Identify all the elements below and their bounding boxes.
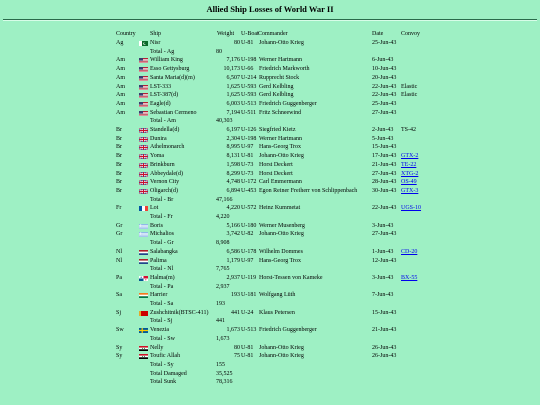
commander-name: Wilhelm Dommes xyxy=(259,248,303,255)
country-code: Am xyxy=(116,109,125,116)
flag-sw-icon xyxy=(139,328,148,333)
ship-tonnage: 4,220 xyxy=(226,205,240,212)
convoy-name: TS-42 xyxy=(401,127,416,133)
commander-name: Klaus Petersen xyxy=(259,309,295,316)
commander-name: Horst Deckert xyxy=(259,170,293,177)
loss-date: 25-Jun-43 xyxy=(372,40,397,46)
header-weight: Weight xyxy=(217,31,235,37)
ship-tonnage: 6,894 xyxy=(226,187,240,194)
commander-name: Werner Hartmann xyxy=(259,135,302,142)
commander-name: Johann-Otto Krieg xyxy=(259,40,304,46)
ship-tonnage: 1,673 xyxy=(226,327,240,334)
country-code: Br xyxy=(116,170,122,177)
commander-name: Carl Emmermann xyxy=(259,179,302,186)
country-code: Nl xyxy=(116,248,122,255)
flag-uk-icon xyxy=(139,137,148,142)
total-value: 78,316 xyxy=(216,379,233,386)
table-row xyxy=(0,100,540,109)
loss-date: 27-Jun-43 xyxy=(372,170,397,177)
convoy-link[interactable]: GTX-3 xyxy=(401,187,419,194)
flag-uk-icon xyxy=(139,180,148,185)
total-label: Total Damaged xyxy=(150,370,187,377)
table-row xyxy=(0,187,540,196)
flag-us-icon xyxy=(139,93,148,98)
commander-name: Gerd Kelbling xyxy=(259,92,294,99)
ship-tonnage: 8,995 xyxy=(226,144,240,151)
flag-us-icon xyxy=(139,76,148,81)
table-row xyxy=(0,65,540,74)
table-row xyxy=(0,83,540,92)
loss-date: 2-Jun-43 xyxy=(372,127,394,133)
country-code: Ag xyxy=(116,40,124,46)
country-code: Sy xyxy=(116,344,123,351)
flag-gr-icon xyxy=(139,232,148,237)
ship-name: Halma(m) xyxy=(150,274,175,281)
uboat-id: U-178 xyxy=(241,248,257,255)
country-code: Sw xyxy=(116,327,124,334)
commander-name: Werner Musenberg xyxy=(259,222,305,229)
loss-date: 22-Jun-43 xyxy=(372,83,397,90)
loss-date: 27-Jun-43 xyxy=(372,109,397,116)
ship-tonnage: 75 xyxy=(234,353,240,360)
uboat-id: U-81 xyxy=(241,353,254,360)
total-label: Total - Am xyxy=(150,118,176,125)
ship-tonnage: 6,003 xyxy=(226,100,240,107)
commander-name: Horst Deckert xyxy=(259,161,293,168)
commander-name: Friedrich Guggenberger xyxy=(259,327,317,334)
total-row xyxy=(0,196,540,205)
table-row xyxy=(0,161,540,170)
total-label: Total - Sw xyxy=(150,335,175,342)
loss-date: 6-Jun-43 xyxy=(372,57,394,64)
loss-date: 30-Jun-43 xyxy=(372,187,397,194)
country-code: Br xyxy=(116,127,122,133)
ship-name: Dunira xyxy=(150,135,167,142)
total-value: 193 xyxy=(216,301,225,307)
country-code: Sa xyxy=(116,292,122,299)
convoy-link[interactable]: GTX-2 xyxy=(401,153,419,160)
ship-name: William King xyxy=(150,57,183,64)
convoy-link[interactable]: XTG-2 xyxy=(401,170,419,177)
commander-name: Rupprecht Stock xyxy=(259,74,300,81)
flag-uk-icon xyxy=(139,189,148,194)
flag-us-icon xyxy=(139,102,148,107)
commander-name: Johann-Otto Krieg xyxy=(259,153,304,160)
total-row xyxy=(0,48,540,57)
loss-date: 22-Jun-43 xyxy=(372,92,397,99)
total-row xyxy=(0,213,540,222)
uboat-id: U-81 xyxy=(241,40,254,46)
country-code: Am xyxy=(116,74,125,81)
commander-name: Friedrich Markworth xyxy=(259,66,310,73)
country-code: Br xyxy=(116,144,122,151)
ship-tonnage: 5,166 xyxy=(226,222,240,229)
table-row xyxy=(0,274,540,283)
convoy-link[interactable]: OS-49 xyxy=(401,179,417,186)
table-row xyxy=(0,126,540,135)
uboat-id: U-511 xyxy=(241,109,257,116)
total-row xyxy=(0,370,540,379)
flag-us-icon xyxy=(139,58,148,63)
total-value: 4,220 xyxy=(216,214,230,220)
ship-tonnage: 80 xyxy=(234,40,240,46)
total-row xyxy=(0,300,540,309)
uboat-id: U-513 xyxy=(241,327,257,334)
ship-name: Santa Maria(d)(m) xyxy=(150,74,195,81)
loss-date: 21-Jun-43 xyxy=(372,161,397,168)
uboat-id: U-453 xyxy=(241,187,257,194)
country-code: Am xyxy=(116,57,125,64)
ship-name: Nelly xyxy=(150,344,164,351)
table-row xyxy=(0,178,540,187)
ship-tonnage: 4,748 xyxy=(226,179,240,186)
commander-name: Johann-Otto Krieg xyxy=(259,344,304,351)
ship-name: Oligarch(d) xyxy=(150,187,178,194)
total-label: Total - Sy xyxy=(150,361,174,368)
total-label: Total - Br xyxy=(150,196,174,203)
uboat-id: U-97 xyxy=(241,257,254,264)
flag-uk-icon xyxy=(139,163,148,168)
commander-name: Siegfried Kietz xyxy=(259,127,296,133)
ship-tonnage: 7,176 xyxy=(226,57,240,64)
table-row xyxy=(0,74,540,83)
flag-pa-icon xyxy=(139,276,148,281)
ship-tonnage: 6,586 xyxy=(226,248,240,255)
uboat-id: U-172 xyxy=(241,179,257,186)
commander-name: Johann-Otto Krieg xyxy=(259,231,304,238)
ship-name: Yoma xyxy=(150,153,165,160)
country-code: Pa xyxy=(116,274,122,281)
flag-us-icon xyxy=(139,111,148,116)
commander-name: Heinz Kummetat xyxy=(259,205,301,212)
convoy-link[interactable]: CD-20 xyxy=(401,248,418,255)
flag-uk-icon xyxy=(139,154,148,159)
flag-us-icon xyxy=(139,67,148,72)
table-row xyxy=(0,352,540,361)
total-label: Total - Pa xyxy=(150,283,174,290)
flag-nl-icon xyxy=(139,259,148,264)
ship-tonnage: 193 xyxy=(231,292,240,299)
commander-name: Hans-Georg Trox xyxy=(259,144,302,151)
ship-name: Venezia xyxy=(150,327,169,334)
loss-date: 1-Jun-43 xyxy=(372,248,394,255)
table-row xyxy=(0,230,540,239)
loss-date: 27-Jun-43 xyxy=(372,231,397,238)
ship-tonnage: 2,937 xyxy=(226,274,240,281)
country-code: Am xyxy=(116,100,125,107)
loss-date: 5-Jun-43 xyxy=(372,135,394,142)
ship-name: LST-333 xyxy=(150,83,172,90)
table-row xyxy=(0,143,540,152)
country-code: Am xyxy=(116,83,125,90)
table-row xyxy=(0,204,540,213)
flag-uk-icon xyxy=(139,172,148,177)
ship-name: Eagle(d) xyxy=(150,100,171,107)
ship-name: Standella(d) xyxy=(150,127,180,133)
ship-name: LST-387(d) xyxy=(150,92,179,99)
total-value: 47,166 xyxy=(216,196,233,203)
table-row xyxy=(0,109,540,118)
loss-date: 25-Jun-43 xyxy=(372,100,397,107)
ship-tonnage: 6,197 xyxy=(226,127,240,133)
table-row xyxy=(0,170,540,179)
flag-sy-icon xyxy=(139,346,148,351)
header-commander: Commander xyxy=(258,31,288,37)
table-row xyxy=(0,309,540,318)
uboat-id: U-513 xyxy=(241,100,257,107)
country-code: Gr xyxy=(116,222,123,229)
total-label: Total - Sj xyxy=(150,318,173,325)
commander-name: Wolfgang Lüth xyxy=(259,292,296,299)
total-value: 40,303 xyxy=(216,118,233,125)
country-code: Sy xyxy=(116,353,123,360)
uboat-id: U-126 xyxy=(241,127,257,133)
ship-name: Zushchitnik(BTSC-411) xyxy=(150,309,209,316)
table-row xyxy=(0,91,540,100)
uboat-id: U-73 xyxy=(241,161,254,168)
ship-tonnage: 3,742 xyxy=(226,231,240,238)
flag-uk-icon xyxy=(139,128,148,133)
ship-name: Toufic Allah xyxy=(150,353,181,360)
header-uboat: U-Boat xyxy=(241,31,259,37)
uboat-id: U-593 xyxy=(241,92,257,99)
convoy-name: Elastic xyxy=(401,83,418,90)
loss-date: 28-Jun-43 xyxy=(372,179,397,186)
table-row xyxy=(0,222,540,231)
flag-sa-icon xyxy=(139,293,148,298)
ship-name: Athelmonarch xyxy=(150,144,185,151)
page-title: Allied Ship Losses of World War II xyxy=(206,4,334,14)
country-code: Am xyxy=(116,66,125,73)
ship-tonnage: 1,625 xyxy=(226,83,240,90)
ship-tonnage: 6,507 xyxy=(226,74,240,81)
uboat-id: U-73 xyxy=(241,170,254,177)
total-label: Total - Gr xyxy=(150,240,174,247)
ship-tonnage: 441 xyxy=(231,309,240,316)
loss-date: 20-Jun-43 xyxy=(372,74,397,81)
total-label: Total - Ag xyxy=(150,48,175,55)
total-row xyxy=(0,335,540,344)
uboat-id: U-593 xyxy=(241,83,257,90)
flag-uk-icon xyxy=(139,145,148,150)
table-row xyxy=(0,135,540,144)
loss-date: 3-Jun-43 xyxy=(372,222,394,229)
ship-tonnage: 7,194 xyxy=(226,109,240,116)
title-divider xyxy=(3,19,537,21)
total-row xyxy=(0,283,540,292)
uboat-id: U-214 xyxy=(241,74,257,81)
ship-tonnage: 1,179 xyxy=(226,257,240,264)
country-code: Nl xyxy=(116,257,122,264)
total-row xyxy=(0,317,540,326)
ship-tonnage: 8,131 xyxy=(226,153,240,160)
uboat-id: U-81 xyxy=(241,344,254,351)
flag-fr-icon xyxy=(139,206,148,211)
uboat-id: U-198 xyxy=(241,135,257,142)
uboat-id: U-66 xyxy=(241,66,254,73)
loss-date: 7-Jun-43 xyxy=(372,292,394,299)
total-value: 2,937 xyxy=(216,283,230,290)
uboat-id: U-180 xyxy=(241,222,257,229)
header-date: Date xyxy=(372,31,384,37)
total-label: Total - Nl xyxy=(150,266,174,273)
ship-name: Sebastian Cermeno xyxy=(150,109,197,116)
flag-sj-icon xyxy=(139,311,148,316)
commander-name: Horst-Tessen von Kameke xyxy=(259,274,323,281)
country-code: Sj xyxy=(116,309,122,316)
header-ship: Ship xyxy=(150,31,162,37)
table-row xyxy=(0,56,540,65)
total-row xyxy=(0,265,540,274)
country-code: Am xyxy=(116,92,125,99)
total-value: 155 xyxy=(216,361,225,368)
convoy-link[interactable]: BX-55 xyxy=(401,274,418,281)
total-value: 80 xyxy=(216,48,222,55)
uboat-id: U-97 xyxy=(241,144,254,151)
table-header xyxy=(0,30,540,39)
total-row xyxy=(0,117,540,126)
ship-tonnage: 1,598 xyxy=(226,161,240,168)
commander-name: Johann-Otto Krieg xyxy=(259,353,304,360)
country-code: Br xyxy=(116,187,122,194)
ship-name: Abbeydale(d) xyxy=(150,170,183,177)
commander-name: Hans-Georg Trox xyxy=(259,257,302,264)
uboat-id: U-82 xyxy=(241,231,254,238)
loss-date: 26-Jun-43 xyxy=(372,344,397,351)
uboat-id: U-119 xyxy=(241,274,257,281)
country-code: Fr xyxy=(116,205,122,212)
total-label: Total Sunk xyxy=(150,379,177,386)
uboat-id: U-181 xyxy=(241,292,257,299)
flag-sy-icon xyxy=(139,354,148,359)
flag-nl-icon xyxy=(139,250,148,255)
loss-date: 15-Jun-43 xyxy=(372,309,397,316)
ship-name: Vernon City xyxy=(150,179,180,186)
commander-name: Werner Hartmann xyxy=(259,57,302,64)
loss-date: 10-Jun-43 xyxy=(372,66,397,73)
convoy-link[interactable]: TE-22 xyxy=(401,161,417,168)
header-convoy: Convoy xyxy=(401,31,421,37)
table-row xyxy=(0,344,540,353)
total-value: 35,525 xyxy=(216,370,233,377)
ship-name: Esso Gettysburg xyxy=(150,66,190,73)
total-value: 441 xyxy=(216,318,225,325)
flag-gr-icon xyxy=(139,224,148,229)
uboat-id: U-81 xyxy=(241,153,254,160)
table-row xyxy=(0,326,540,335)
ship-name: Lot xyxy=(150,205,159,212)
ship-tonnage: 80 xyxy=(234,344,240,351)
ship-name: Michalios xyxy=(150,231,174,238)
country-code: Br xyxy=(116,161,122,168)
ship-tonnage: 10,173 xyxy=(223,66,240,73)
convoy-name: Elastic xyxy=(401,92,418,99)
commander-name: Gerd Kelbling xyxy=(259,83,294,90)
country-code: Br xyxy=(116,135,122,142)
table-row xyxy=(0,248,540,257)
uboat-id: U-24 xyxy=(241,309,254,316)
commander-name: Egon Reiner Freiherr von Schlippenbach xyxy=(259,187,358,194)
convoy-link[interactable]: UGS-10 xyxy=(401,205,422,212)
total-label: Total - Fr xyxy=(150,214,173,220)
uboat-id: U-572 xyxy=(241,205,257,212)
commander-name: Friedrich Guggenberger xyxy=(259,100,317,107)
ship-tonnage: 2,304 xyxy=(226,135,240,142)
ship-name: Boris xyxy=(150,222,164,229)
country-code: Br xyxy=(116,179,122,186)
uboat-id: U-198 xyxy=(241,57,257,64)
ship-tonnage: 8,299 xyxy=(226,170,240,177)
table-row xyxy=(0,257,540,266)
commander-name: Fritz Schneewind xyxy=(259,109,302,116)
table-row xyxy=(0,291,540,300)
loss-date: 15-Jun-43 xyxy=(372,144,397,151)
ship-name: Harrier xyxy=(150,292,168,299)
header-country: Country xyxy=(116,31,136,37)
total-row xyxy=(0,239,540,248)
table-row xyxy=(0,39,540,48)
loss-date: 3-Jun-43 xyxy=(372,274,394,281)
flag-ag-icon xyxy=(139,41,148,46)
ship-name: Palima xyxy=(150,257,167,264)
total-value: 7,765 xyxy=(216,266,230,273)
loss-date: 21-Jun-43 xyxy=(372,327,397,334)
ship-name: Nisr xyxy=(150,40,161,46)
ship-name: Brinkburn xyxy=(150,161,175,168)
loss-date: 17-Jun-43 xyxy=(372,153,397,160)
ship-tonnage: 1,625 xyxy=(226,92,240,99)
table-row xyxy=(0,152,540,161)
total-row xyxy=(0,378,540,387)
country-code: Gr xyxy=(116,231,123,238)
loss-date: 12-Jun-43 xyxy=(372,257,397,264)
total-row xyxy=(0,361,540,370)
ship-name: Salabangka xyxy=(150,248,178,255)
total-value: 8,908 xyxy=(216,240,230,247)
loss-date: 22-Jun-43 xyxy=(372,205,397,212)
loss-date: 26-Jun-43 xyxy=(372,353,397,360)
total-value: 1,673 xyxy=(216,335,230,342)
total-label: Total - Sa xyxy=(150,301,174,307)
country-code: Br xyxy=(116,153,122,160)
flag-us-icon xyxy=(139,85,148,90)
